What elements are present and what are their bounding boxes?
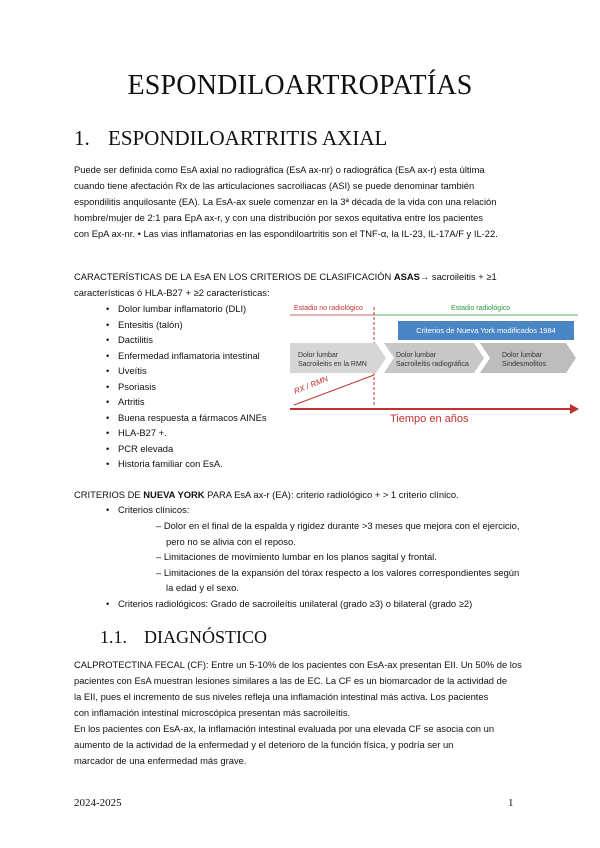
arrow-3-label	[502, 351, 546, 369]
arrow-3-line-b: Sindesmofitos	[502, 361, 546, 368]
list-item: • HLA-B27 +.	[106, 425, 267, 441]
intro-line: con EpA ax-nr. • Las vias inflamatorias en las espondiloartritis son el TNF-α, la IL-23, IL-17A/F y IL-22.	[74, 228, 498, 239]
list-item: • Artritis	[106, 394, 267, 410]
asas-bold: ASAS	[393, 271, 420, 282]
ny-radiological-criterion: • Criterios radiológicos: Grado de sacroileítis unilateral (grado ≥3) o bilateral (grado ≥2)	[106, 596, 472, 612]
time-axis-arrowhead	[570, 404, 579, 414]
subsection-number: 1.1.	[100, 627, 127, 647]
ny-criteria-heading	[74, 487, 554, 503]
list-item: • Enfermedad inflamatoria intestinal	[106, 348, 267, 364]
ny-clinical-sublist	[144, 518, 524, 596]
time-label: Tiempo en años	[390, 413, 469, 425]
list-item: • Psoriasis	[106, 379, 267, 395]
arrow-2-label	[396, 351, 469, 369]
intro-paragraph	[74, 162, 529, 242]
list-item: • Historia familiar con EsA.	[106, 456, 267, 472]
list-item: • Dolor lumbar inflamatorio (DLI)	[106, 301, 267, 317]
clinical-criterion: – Limitaciones de la expansión del tórax respecto a los valores correspondientes según la edad y el sexo.	[156, 566, 520, 593]
nonradiological-stage-label: Estadio no radiológico	[294, 305, 363, 312]
diag-line: aumento de la actividad de la enfermedad y el deterioro de la función física, y podría ser un	[74, 739, 454, 750]
radiological-stage-label: Estadio radiológico	[451, 305, 511, 312]
section-title: ESPONDILOARTRITIS AXIAL	[108, 126, 388, 150]
ny-clinical-list	[106, 502, 189, 518]
clinical-criterion: – Limitaciones de movimiento lumbar en los planos sagital y frontal.	[156, 551, 437, 562]
diag-line: marcador de una enfermedad más grave.	[74, 755, 247, 766]
ny-clinical-label: • Criterios clínicos:	[106, 502, 189, 518]
spa-timeline-figure	[288, 301, 580, 431]
subsection-title: DIAGNÓSTICO	[144, 627, 267, 647]
document-title: ESPONDILOARTROPATÍAS	[127, 70, 473, 101]
list-item: • Buena respuesta a fármacos AINEs	[106, 410, 267, 426]
intro-line: hombre/mujer de 2:1 para EpA ax-r, y con una distribución por sexos equitativa entre los pacientes	[74, 212, 484, 223]
section-heading	[74, 126, 387, 151]
diag-line: pacientes con EsA muestran lesiones similares a las de EC. La CF es un biomarcador de la actividad de	[74, 675, 508, 686]
intro-line: espondilitis anquilosante (EA). La EsA-ax suele comenzar en la 3ª década de la vida con una relación	[74, 196, 497, 207]
arrow-2-line-a: Dolor lumbar	[396, 352, 437, 359]
ny-radiological-list	[106, 596, 472, 612]
arrow-1-line-a: Dolor lumbar	[298, 352, 339, 359]
diag-line: CALPROTECTINA FECAL (CF): Entre un 5-10% de los pacientes con EsA-ax presentan EII. Un 50% de los	[74, 659, 522, 670]
diag-line: la EII, pues el incremento de sus niveles refleja una inflamación intestinal más activa. Los pacientes	[74, 691, 489, 702]
list-item: • PCR elevada	[106, 441, 267, 457]
asas-heading-rule: → sacroileitis + ≥1	[419, 271, 497, 282]
list-item: • Entesitis (talón)	[106, 317, 267, 333]
asas-criteria-list	[106, 301, 267, 472]
subsection-heading	[100, 627, 267, 648]
arrow-3-line-a: Dolor lumbar	[502, 352, 543, 359]
list-item: • Uveítis	[106, 363, 267, 379]
intro-line: Puede ser definida como EsA axial no radiográfica (EsA ax-nr) o radiográfica (EsA ax-r) esta última	[74, 164, 485, 175]
arrow-2-line-b: Sacroileítis radiográfica	[396, 361, 469, 368]
ny-heading-pre: CRITERIOS DE	[74, 489, 144, 500]
footer-year: 2024-2025	[74, 797, 122, 809]
arrow-1-label	[298, 351, 367, 369]
asas-heading-text: CARACTERÍSTICAS DE LA EsA EN LOS CRITERIOS DE CLASIFICACIÓN	[74, 271, 394, 282]
clinical-criterion: – Dolor en el final de la espalda y rigidez durante >3 meses que mejora con el ejercicio, pero no se alivia con el reposo.	[156, 520, 520, 547]
diag-line: En los pacientes con EsA-ax, la inflamación intestinal evaluada por una elevada CF se asocia con un	[74, 723, 495, 734]
intro-line: cuando tiene afectación Rx de las articulaciones sacroiliacas (ASI) se puede denominar también	[74, 180, 475, 191]
arrow-1-line-b: Sacroileitis en la RMN	[298, 361, 367, 368]
list-item: • Dactilitis	[106, 332, 267, 348]
ny-heading-bold: NUEVA YORK	[143, 489, 205, 500]
asas-subline: características ó HLA-B27 + ≥2 características:	[74, 287, 270, 298]
asas-heading	[74, 269, 534, 285]
section-number: 1.	[74, 126, 90, 150]
diagnosis-paragraph	[74, 657, 534, 769]
ny-heading-post: PARA EsA ax-r (EA): criterio radiológico + > 1 criterio clínico.	[204, 489, 459, 500]
diag-line: con inflamación intestinal microscópica presentan más sacroileítis.	[74, 707, 351, 718]
handwritten-annotation: RX / RMN	[292, 374, 330, 396]
ny-criteria-bar: Criterios de Nueva York modificados 1984	[398, 321, 574, 340]
page-number: 1	[508, 797, 514, 809]
